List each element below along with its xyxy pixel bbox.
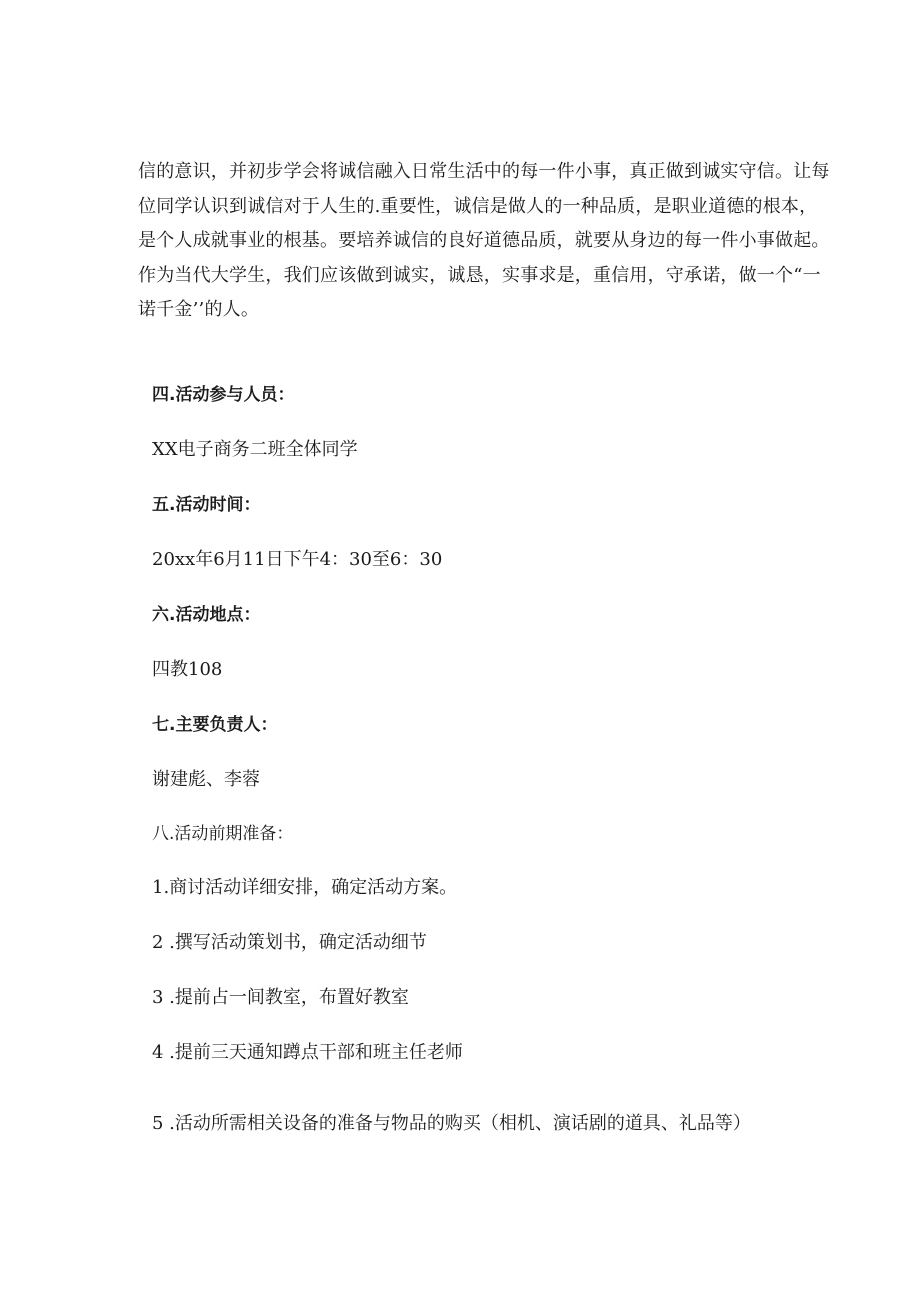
prep-item: 2 .撰写活动策划书，确定活动细节 bbox=[152, 932, 427, 953]
participants-text: XX电子商务二班全体同学 bbox=[152, 439, 358, 460]
participants-heading: 四.活动参与人员： bbox=[152, 385, 295, 405]
intro-line: 作为当代大学生，我们应该做到诚实，诚恳，实事求是，重信用，守承诺，做一个“一 bbox=[138, 264, 821, 286]
intro-line: 信的意识，并初步学会将诚信融入日常生活中的每一件小事，真正做到诚实守信。让每 bbox=[138, 161, 830, 182]
time-heading: 五.活动时间： bbox=[152, 495, 261, 515]
leader-heading: 七.主要负责人： bbox=[152, 715, 278, 735]
prep-item: 4 .提前三天通知蹲点干部和班主任老师 bbox=[152, 1042, 463, 1063]
intro-line: 是个人成就事业的根基。要培养诚信的良好道德品质，就要从身边的每一件小事做起。 bbox=[138, 230, 830, 251]
prep-item: 3 .提前占一间教室，布置好教室 bbox=[152, 987, 409, 1008]
time-text: 20xx年6月11日下午4：30至6：30 bbox=[152, 549, 443, 570]
place-heading: 六.活动地点： bbox=[152, 605, 261, 625]
leader-text: 谢建彪、李蓉 bbox=[152, 769, 260, 790]
prep-item: 1.商讨活动详细安排，确定活动方案。 bbox=[152, 877, 458, 898]
intro-line: 诺千金’’的人。 bbox=[138, 299, 260, 320]
prep-heading: 八.活动前期准备： bbox=[152, 824, 294, 844]
intro-paragraph bbox=[138, 155, 838, 328]
prep-item: 5 .活动所需相关设备的准备与物品的购买（相机、演话剧的道具、礼品等） bbox=[152, 1113, 751, 1134]
place-text: 四教108 bbox=[152, 659, 223, 680]
intro-line: 位同学认识到诚信对于人生的.重要性，诚信是做人的一种品质，是职业道德的根本， bbox=[138, 195, 818, 217]
